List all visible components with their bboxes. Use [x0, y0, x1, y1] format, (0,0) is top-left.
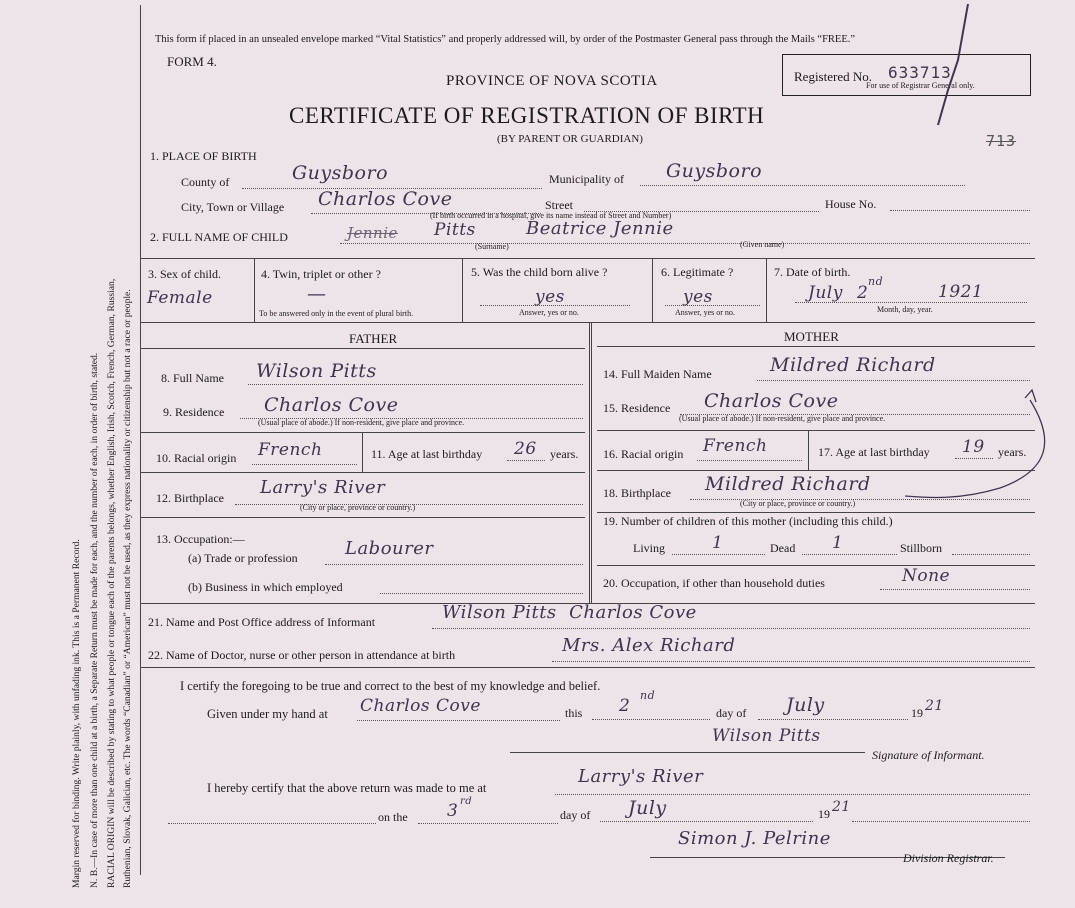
signature-informant-label: Signature of Informant.	[872, 748, 985, 762]
registrar-use-note: For use of Registrar General only.	[866, 81, 975, 90]
given-name-note: (Given name)	[740, 240, 785, 249]
given-day-value: 2	[619, 696, 631, 716]
doctor-label: 22. Name of Doctor, nurse or other person in attendance at birth	[148, 648, 456, 662]
place-of-birth-label: 1. PLACE OF BIRTH	[150, 149, 257, 163]
mother-maiden-label: 14. Full Maiden Name	[603, 367, 712, 381]
doctor-value: Mrs. Alex Richard	[562, 635, 736, 656]
father-age-value: 26	[514, 439, 537, 459]
street-label: Street	[545, 198, 573, 212]
registered-label: Registered No.	[794, 69, 872, 84]
margin-note-racial-origin: RACIAL ORIGIN will be described by stating to what people or tongue each of the parents belongs, whether English, Irish, Scotch, French, German, Russian,	[106, 278, 117, 888]
registrar-signature: Simon J. Pelrine	[678, 828, 831, 849]
mother-age-label: 17. Age at last birthday	[818, 445, 930, 459]
sex-label: 3. Sex of child.	[148, 267, 221, 281]
certificate-subtitle: (BY PARENT OR GUARDIAN)	[497, 133, 643, 145]
legitimate-value: yes	[683, 287, 713, 307]
twin-label: 4. Twin, triplet or other ?	[261, 267, 381, 281]
father-heading: FATHER	[349, 331, 398, 346]
dob-day-value: 2	[857, 283, 869, 303]
child-given-value: Beatrice Jennie	[526, 218, 674, 239]
child-name-label: 2. FULL NAME OF CHILD	[150, 230, 288, 244]
mother-heading: MOTHER	[784, 329, 839, 344]
living-value: 1	[712, 533, 724, 553]
dob-day-suffix: nd	[868, 275, 884, 288]
trade-label: (a) Trade or profession	[188, 551, 298, 565]
mother-residence-value: Charlos Cove	[704, 390, 839, 412]
father-residence-note: (Usual place of abode.) If non-resident, give place and province.	[258, 418, 465, 427]
binding-margin-line	[140, 5, 141, 875]
municipality-label: Municipality of	[549, 172, 624, 186]
date-of-birth-label: 7. Date of birth.	[774, 265, 851, 279]
father-residence-label: 9. Residence	[163, 405, 225, 419]
mother-birthplace-value: Mildred Richard	[705, 473, 871, 495]
father-residence-value: Charlos Cove	[264, 394, 399, 416]
informant-value: Wilson Pitts Charlos Cove	[442, 602, 697, 623]
surname-note: (Surname)	[475, 242, 509, 251]
mother-residence-label: 15. Residence	[603, 401, 671, 415]
given-year-value: 21	[925, 698, 944, 714]
county-value: Guysboro	[292, 162, 389, 184]
certify-text: I certify the foregoing to be true and correct to the best of my knowledge and belief.	[180, 679, 601, 693]
informant-label: 21. Name and Post Office address of Informant	[148, 615, 376, 629]
father-birthplace-note: (City or place, province or country.)	[300, 503, 416, 512]
margin-note-separate-return: N. B.—In case of more than one child at a birth, a Separate Return must be made for each, and the number of each, in order of birth, stated.	[89, 352, 100, 888]
business-label: (b) Business in which employed	[188, 580, 343, 594]
this-label: this	[565, 706, 583, 720]
house-number-label: House No.	[825, 197, 877, 211]
hospital-note: (If birth occurred in a hospital, give its name instead of Street and Number)	[430, 211, 672, 220]
stillborn-label: Stillborn	[900, 541, 943, 555]
father-trade-value: Labourer	[345, 538, 434, 559]
children-count-label: 19. Number of children of this mother (including this child.)	[603, 514, 893, 528]
father-name-label: 8. Full Name	[161, 371, 224, 385]
mother-occupation-label: 20. Occupation, if other than household duties	[603, 576, 825, 590]
day-of-label: day of	[716, 706, 747, 720]
child-surname-value: Pitts	[434, 220, 476, 240]
dob-year-value: 1921	[938, 282, 984, 302]
twin-value: —	[307, 283, 327, 305]
date-note: Month, day, year.	[877, 305, 933, 314]
father-birthplace-label: 12. Birthplace	[156, 491, 224, 505]
margin-note-binding: Margin reserved for binding. Write plainly, with unfading ink. This is a Permanent Record.	[71, 539, 82, 888]
born-alive-label: 5. Was the child born alive ?	[471, 265, 608, 279]
mother-birthplace-note: (City or place, province or country.)	[740, 499, 856, 508]
mother-birthplace-label: 18. Birthplace	[603, 486, 671, 500]
margin-stamp: 713	[986, 132, 1017, 150]
father-racial-value: French	[258, 440, 323, 460]
mother-racial-value: French	[703, 436, 768, 456]
received-at-value: Larry's River	[578, 766, 704, 787]
father-age-label: 11. Age at last birthday	[371, 447, 483, 461]
division-registrar-label: Division Registrar.	[903, 851, 994, 865]
year-prefix-1: 19	[911, 706, 923, 720]
mother-age-value: 19	[962, 437, 985, 457]
received-day-value: 3	[447, 801, 459, 821]
day-of-label-2: day of	[560, 808, 591, 822]
father-racial-label: 10. Racial origin	[156, 451, 237, 465]
born-alive-value: yes	[535, 287, 565, 307]
received-year-value: 21	[832, 799, 851, 815]
county-label: County of	[181, 175, 230, 189]
father-birthplace-value: Larry's River	[260, 477, 386, 498]
received-day-suffix: rd	[460, 796, 473, 807]
given-at-value: Charlos Cove	[360, 696, 481, 716]
born-alive-note: Answer, yes or no.	[519, 308, 579, 317]
city-town-value: Charlos Cove	[318, 188, 453, 210]
child-name-struck: Jennie	[347, 224, 398, 242]
mother-maiden-value: Mildred Richard	[770, 354, 936, 376]
father-years-label: years.	[550, 447, 579, 461]
given-month-value: July	[786, 694, 825, 716]
year-prefix-2: 19	[818, 807, 830, 821]
occupation-label: 13. Occupation:—	[156, 532, 245, 546]
province-heading: PROVINCE OF NOVA SCOTIA	[446, 73, 658, 89]
living-label: Living	[633, 541, 665, 555]
dob-month-value: July	[808, 283, 843, 303]
mother-years-label: years.	[998, 445, 1027, 459]
margin-note-nationality: Ruthenian, Slovak, Galician, etc. The words “Canadian” or “American” must not be used, as they express nationality or citizenship but not a race or people.	[122, 289, 133, 888]
dead-label: Dead	[770, 541, 796, 555]
legitimate-label: 6. Legitimate ?	[661, 265, 734, 279]
on-the-label: on the	[378, 810, 408, 824]
informant-signature: Wilson Pitts	[712, 726, 821, 746]
certificate-title: CERTIFICATE OF REGISTRATION OF BIRTH	[289, 103, 765, 128]
given-day-suffix: nd	[640, 689, 656, 702]
received-month-value: July	[628, 797, 667, 819]
postal-notice: This form if placed in an unsealed envelope marked “Vital Statistics” and properly addressed will, by order of the Postmaster General pass through the Mails “FREE.”	[155, 34, 856, 45]
legitimate-note: Answer, yes or no.	[675, 308, 735, 317]
twin-note: To be answered only in the event of plural birth.	[259, 309, 414, 318]
registered-number: 633713	[888, 63, 952, 82]
hereby-certify-label: I hereby certify that the above return was made to me at	[207, 781, 487, 795]
mother-occupation-value: None	[902, 566, 951, 586]
municipality-value: Guysboro	[666, 160, 763, 182]
sex-value: Female	[147, 288, 213, 308]
given-under-label: Given under my hand at	[207, 707, 328, 721]
father-name-value: Wilson Pitts	[256, 360, 377, 382]
city-town-label: City, Town or Village	[181, 200, 285, 214]
form-number: FORM 4.	[167, 54, 217, 69]
mother-residence-note: (Usual place of abode.) If non-resident, give place and province.	[679, 414, 886, 423]
mother-racial-label: 16. Racial origin	[603, 447, 684, 461]
dead-value: 1	[832, 533, 844, 553]
